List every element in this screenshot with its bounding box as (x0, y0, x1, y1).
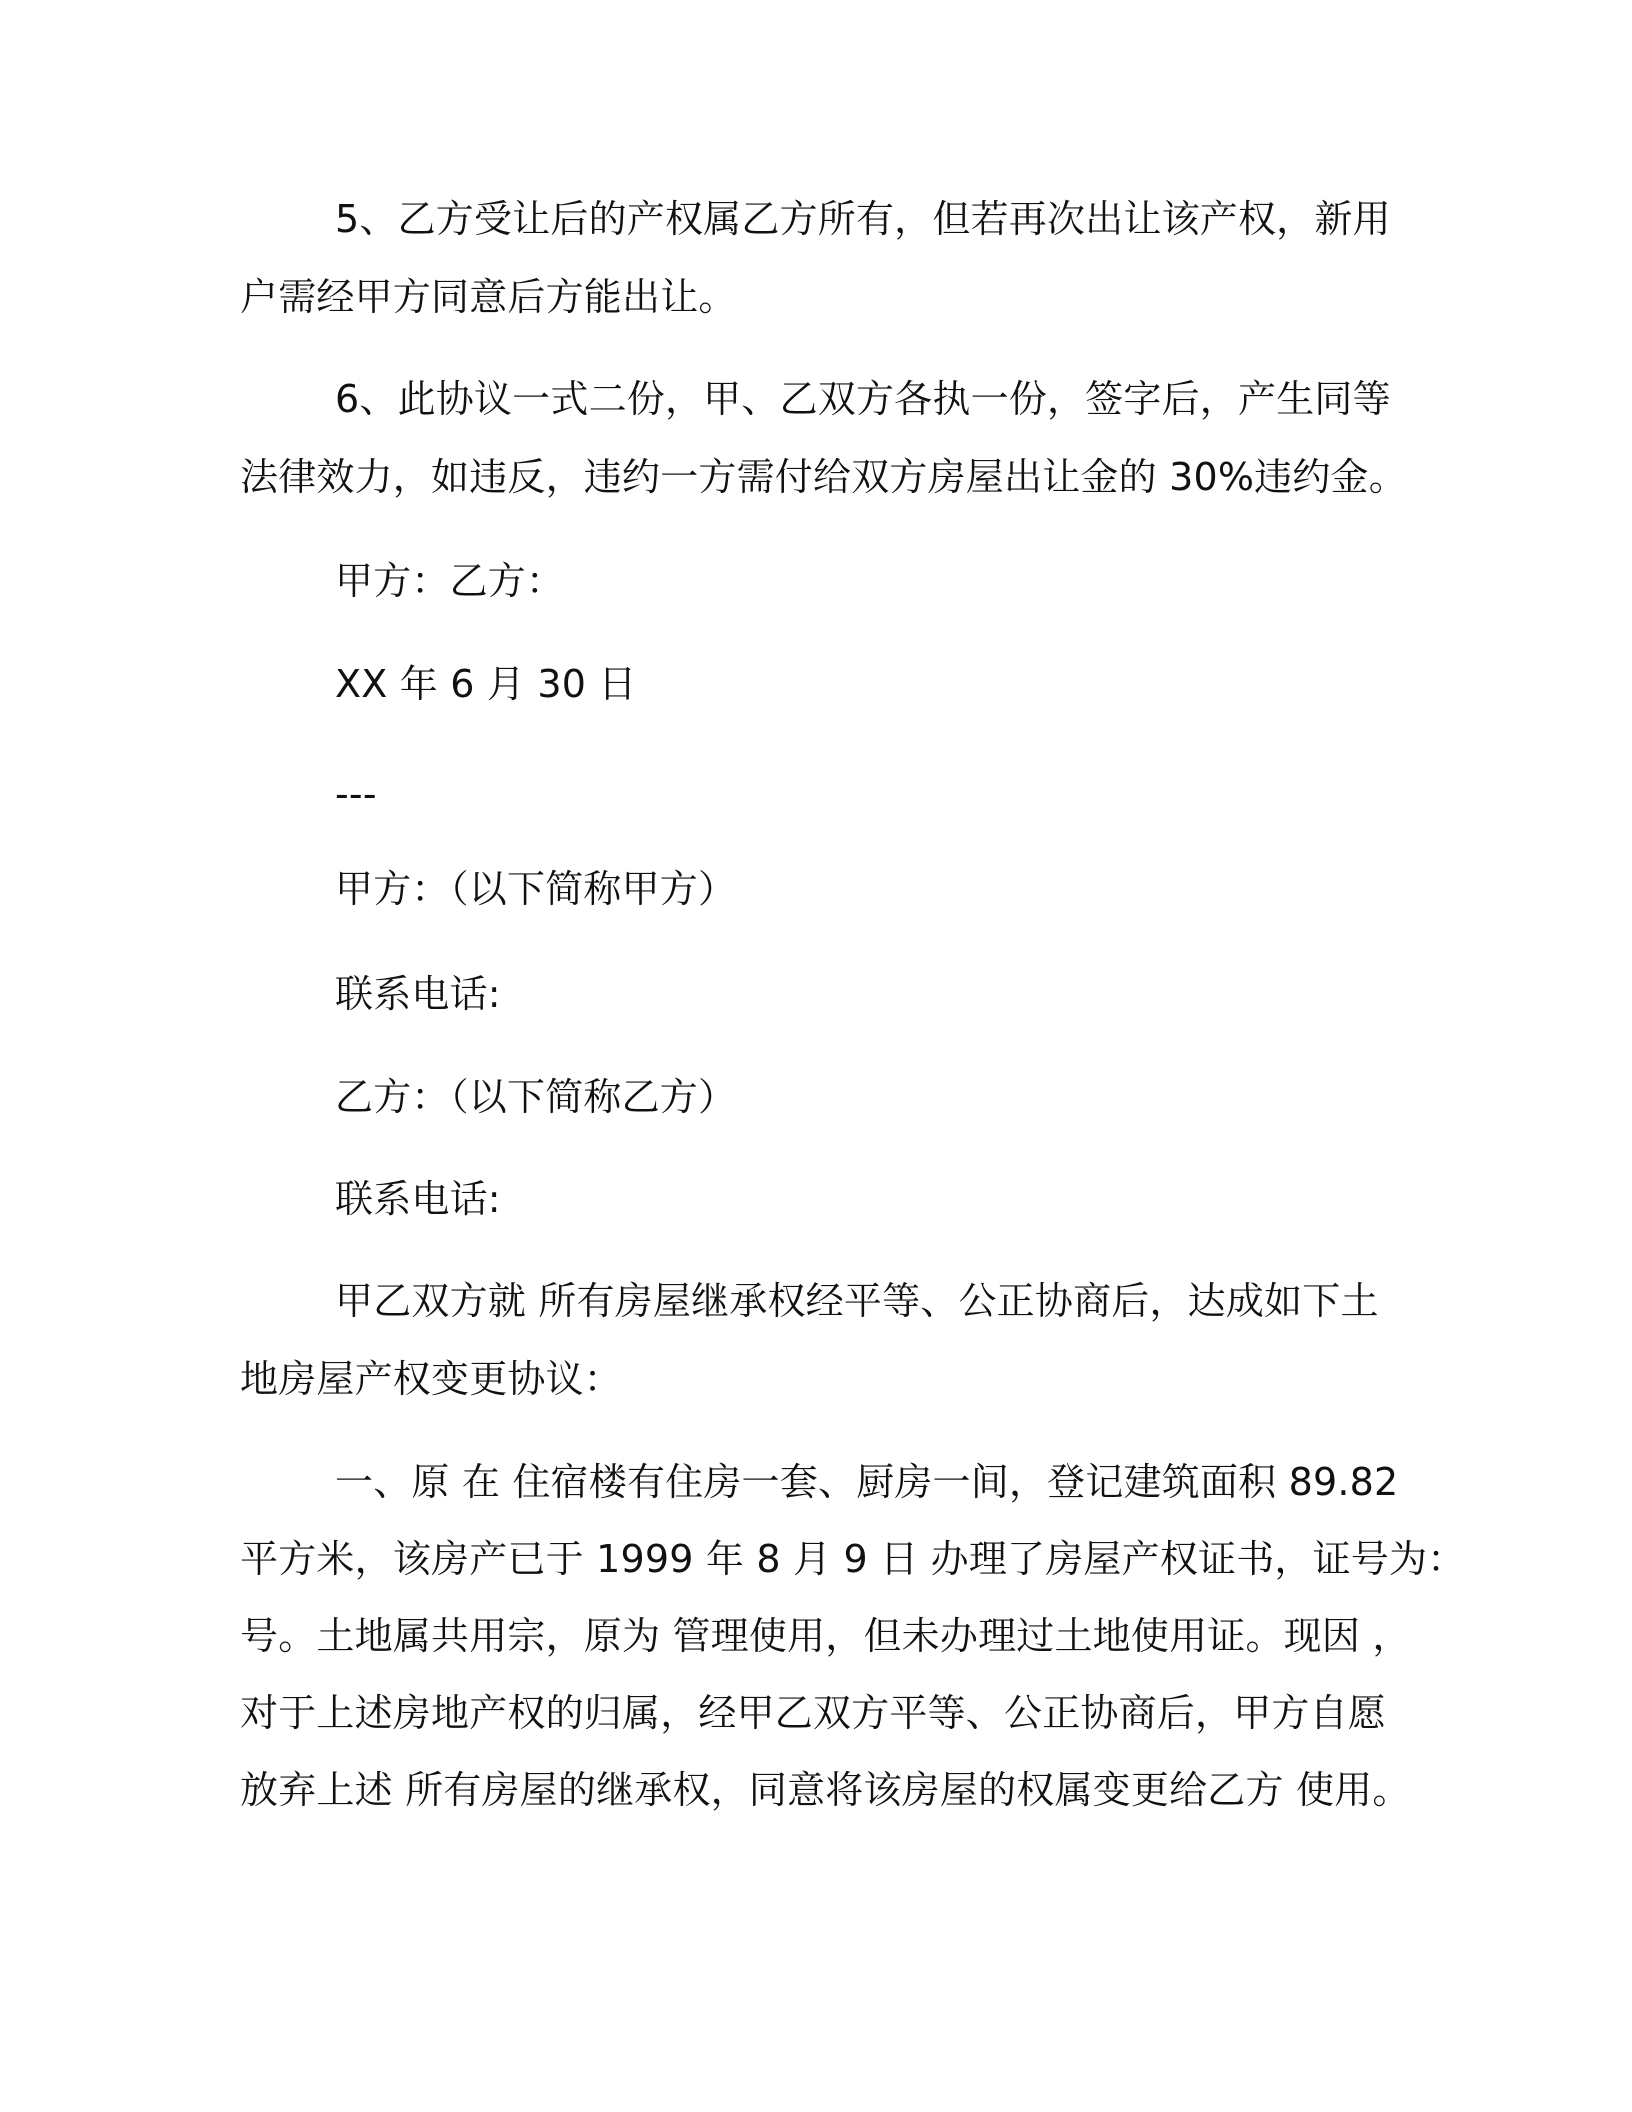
article-1-line-5: 放弃上述 所有房屋的继承权，同意将该房屋的权属变更给乙方 使用。 (240, 1768, 1411, 1812)
clause-6-line-1: 6、此协议一式二份，甲、乙双方各执一份，签字后，产生同等 (335, 377, 1391, 421)
article-1-line-3: 号。土地属共用宗，原为 管理使用，但未办理过土地使用证。现因 ， (240, 1614, 1411, 1658)
party-a-line: 甲方：（以下简称甲方） (335, 867, 737, 911)
clause-6-line-2: 法律效力，如违反，违约一方需付给双方房屋出让金的 30%违约金。 (240, 455, 1407, 499)
article-1-line-4: 对于上述房地产权的归属，经甲乙双方平等、公正协商后，甲方自愿 (240, 1691, 1387, 1735)
date-line: XX 年 6 月 30 日 (335, 662, 637, 706)
clause-5-line-1: 5、乙方受让后的产权属乙方所有，但若再次出让该产权，新用 (335, 197, 1391, 241)
intro-line-1: 甲乙双方就 所有房屋继承权经平等、公正协商后，达成如下土 (335, 1279, 1379, 1323)
party-a-phone: 联系电话: (335, 972, 501, 1016)
intro-line-2: 地房屋产权变更协议： (240, 1357, 623, 1401)
article-1-line-1: 一、原 在 住宿楼有住房一套、厨房一间，登记建筑面积 89.82 (335, 1460, 1399, 1504)
separator: --- (335, 772, 377, 816)
clause-5-line-2: 户需经甲方同意后方能出让。 (240, 275, 737, 319)
party-b-line: 乙方：（以下简称乙方） (335, 1075, 737, 1119)
party-b-phone: 联系电话: (335, 1177, 501, 1221)
article-1-line-2: 平方米，该房产已于 1999 年 8 月 9 日 办理了房屋产权证书，证号为： (240, 1537, 1466, 1581)
signature-line: 甲方：乙方： (335, 559, 565, 603)
